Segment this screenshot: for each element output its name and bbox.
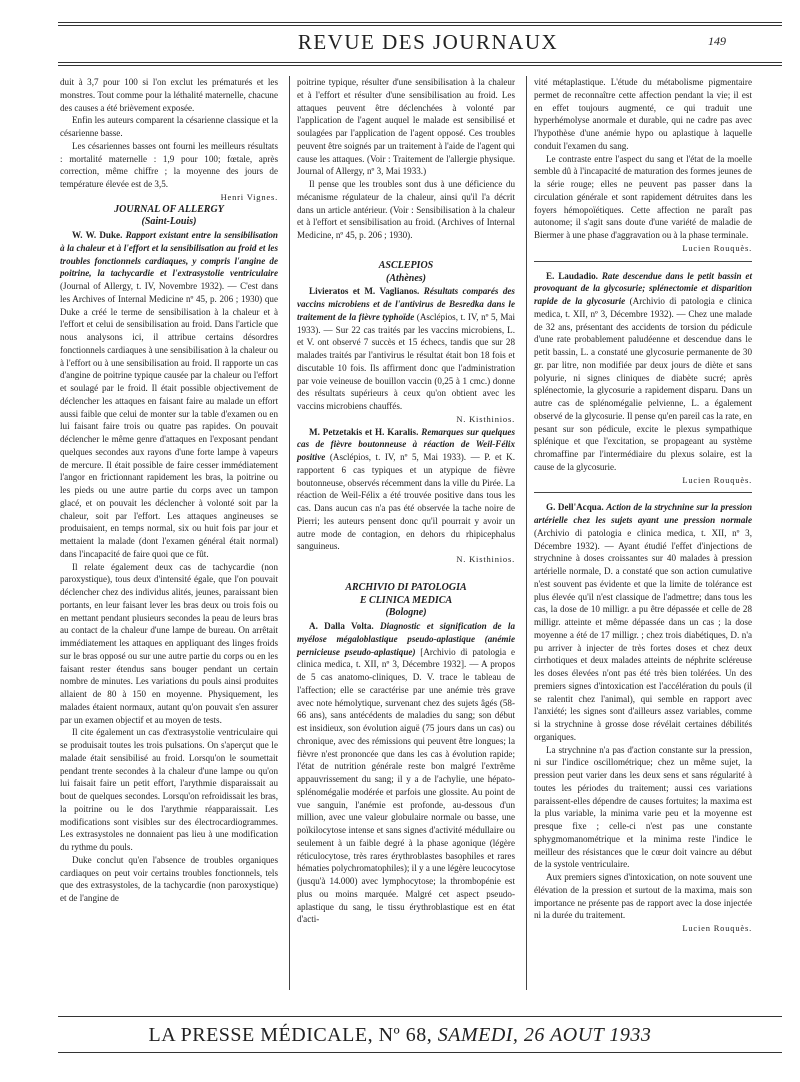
article-abstract	[297, 620, 515, 926]
paragraph: poitrine typique, résulter d'une sensibilisation à la chaleur et à l'effort et résulter d'une sensibilisation au froid. Les attaques peuvent être déclenchées à volonté par l'application de l'agent auquel le malade est sensibilisé et soulagées par l'application de l'agent opposé. Ces troubles peuvent être soignés par un traitement à l'aide de l'agent qui cause les attaques. (Voir : Traitement de l'allergie physique. Journal of Allergy, nº 3, Mai 1933.)	[297, 77, 515, 177]
article-title: Diagnostic et signification de la myélose mégaloblastique pseudo-aplastique (anémie pernicieuse pseudo-aplastique)	[297, 621, 515, 657]
article-title: Résultats comparés des vaccins microbiens et de l'antivirus de Besredka dans le traitement de la fièvre typhoïde	[297, 286, 515, 322]
footer-date: SAMEDI, 26 AOUT 1933	[437, 1024, 652, 1046]
paragraph: Il relate également deux cas de tachycardie (non paroxystique), tous deux d'intensité égale, que l'on pouvait déclencher chez des individus alités, jeunes, paraissant bien portants, en leur faisant lever les bras deux ou trois fois ou en mettant pendant plusieurs secondes la peau de leurs bras au contact de la chaleur d'une lampe de bureau. On arrêtait immédiatement les attaques en appliquant des linges froids sur le bras opposé ou sur une autre partie du corps ou en les faisant rester étendus sans bouger pendant un certain nombre de minutes. Les variations du pouls ainsi produites allaient de 80 à 150 en moyenne. Physiquement, les malades étaient normaux, autant qu'on pouvait s'en assurer par un examen objectif et au moyen de tests.	[60, 561, 278, 725]
article-title: Remarques sur quelques cas de fièvre boutonneuse à réaction de Weil-Félix positive	[297, 426, 515, 462]
article-body: (Journal of Allergy, t. IV, Novembre 1932). — C'est dans les Archives of Internal Medicine nº 45, p. 206 ; 1930) que Duke a créé le terme de sensibilisation à la chaleur et à l'effort et celui de sensibilisation au froid. Dans l'article que nous analysons ici, il attribue certains désordres fonctionnels cardiaques à une sensibilisation à la chaleur ou à l'effort ou à une sensibilisation au froid. Il rapporte un cas d'angine de poitrine typique causée par la chaleur ou l'effort et soulagé par le froid. Il était possible objectivement de déclencher les attaques en faisant faire au malade un effort aussi faible que celui de monter sur la table d'examen ou en lui faisant faire trois ou quatre pas rapides. On pouvait déclencher le même genre d'attaques en l'exposant pendant quelques secondes aux rayons d'une forte lampe à vapeurs de mercure. Il était possible de faire cesser immédiatement l'angor en frictionnant rapidement les bras, la poitrine ou les pieds ou une autre partie du corps avec un tampon glacé, et on pouvait les déclencher à volonté soit par la chaleur, soit par l'effort. Les attaques angineuses se produisaient, en temps normal, six ou huit fois par jour et mettaient la malade (dont l'examen général était normal) dans l'incapacité de faire quoi que ce fût.	[60, 281, 278, 559]
paragraph: duit à 3,7 pour 100 si l'on exclut les prématurés et les monstres. Tout comme pour la léthalité maternelle, chacune des causes a été brièvement exposée.	[60, 77, 278, 113]
article-title: Rate descendue dans le petit bassin et provoquant de la glycosurie; splénectomie et disparition rapide de la glycosurie	[534, 270, 752, 306]
section-heading: JOURNAL OF ALLERGY	[114, 203, 224, 215]
column-2	[297, 76, 515, 926]
column-divider	[526, 76, 527, 990]
article-title: Rapport existant entre la sensibilisation à la chaleur et à l'effort et la sensibilisation au froid et les troubles fonctionnels cardiaques, y compris l'angine de poitrine, la tachycardie et l'extrasystolie ventriculaire	[60, 230, 278, 279]
running-title: REVUE DES JOURNAUX	[297, 30, 559, 54]
article-title: Action de la strychnine sur la pression artérielle chez les sujets ayant une pression normale	[534, 502, 752, 525]
article-abstract	[60, 229, 278, 561]
article-abstract	[534, 501, 752, 743]
article-author: M. Petzetakis et H. Karalis.	[309, 426, 419, 437]
header-rule-bottom	[58, 62, 782, 63]
footer-rule	[58, 1016, 782, 1017]
paragraph: Les césariennes basses ont fourni les meilleurs résultats : mortalité maternelle : 1,9 pour 100; fœtale, après correction, même chiffre ; la moyenne des jours de température élevée est de 3,5.	[60, 140, 278, 189]
section-subheading: (Athènes)	[386, 272, 426, 284]
footer-issue: Nº 68,	[378, 1024, 433, 1046]
header-rule-top	[58, 22, 782, 23]
column-divider	[289, 76, 290, 990]
article-body: (Archivio di patologia e clinica medica, t. XII, nº 3, Décembre 1932). — Ayant étudié l'effet d'injections de strychnine à doses croissantes sur 40 malades à pression artérielle normale, D. a constaté que son action cumulative n'est souvent pas évidente et que la limite de tolérance est plus élevée qu'il n'est classique de l'admettre; dans tous les cas, la dose de 10 milligr. a pu être dépassée et celle de 28 milligr. atteinte et même dépassée dans un cas ; la dose moyenne a été de 17 milligr. ; chez trois diabétiques, D. n'a pu arriver à injecter de très fortes doses et chez deux cirrhotiques et deux malades atteints de néphrite scléreuse les doses élevées n'ont pas été très bien tolérées. Un des premiers signes d'intoxication est l'accélération du pouls (il se ralentit chez l'animal), qui semble en rapport avec l'anxiété; les signes sont d'ailleurs assez variables, comme si la strychnine à grosse dose révélait certaines débilités organiques.	[534, 527, 752, 742]
section-heading: ASCLEPIOS	[378, 259, 434, 271]
article-body: (Archivio di patologia e clinica medica, t. XII, nº 3, Décembre 1932). — Chez une malade de 32 ans, présentant des accidents de torsion du pédicule d'une rate probablement paludéenne et descendue dans le petit bassin, L. a constaté une glycosurie permanente de 30 gr. par litre, non modifiée par deux jours de diète et sans polyurie, ni signes cliniques de diabète sucré; après splénectomie, la glycosurie a rapidement disparu. Dans un autre cas de splénomégalie pelvienne, L. a également observé de la glycosurie. Il pense qu'en pareil cas la rate, en pesant sur son pédicule, excite le plexus sympathique splénique et que l'excitation, se propageant au système chromaffine par l'intermédiaire du plexus solaire, est la cause de la glycosurie.	[534, 296, 752, 472]
section-subheading: (Bologne)	[385, 607, 427, 619]
article-author: G. Dell'Acqua.	[546, 502, 604, 513]
author-signature: N. Kisthinios.	[456, 554, 515, 564]
article-divider	[534, 492, 752, 493]
page-number: 149	[708, 34, 726, 48]
article-abstract	[534, 270, 752, 474]
header-rule-bottom-thin	[58, 65, 782, 66]
paragraph: La strychnine n'a pas d'action constante sur la pression, ni sur l'indice oscillométrique; chez un même sujet, la pression peut varier dans les deux sens et sans régularité à toutes les périodes du traitement; aussi ces variations paraissent-elles dépendre de causes fortuites; la maxima est la plus variable, la minima varie peu et la moyenne est presque fixe ; celle-ci n'est pas une constante sphygmomanométrique et la minima reste l'indice le meilleur des résistances que le cœur doit vaincre au début de la systole ventriculaire.	[534, 744, 752, 870]
header-rule-top-thin	[58, 25, 782, 26]
footer-journal: LA PRESSE MÉDICALE,	[148, 1024, 374, 1046]
article-body: [Archivio di patologia e clinica medica, t. XII, nº 3, Décembre 1932]. — A propos de 5 cas anatomo-cliniques, D. V. trace le tableau de l'affection; elle se caractérise par une anémie très grave avec note hémolytique, survenant chez des sujets âgés (58-66 ans), sans antécédents de maladies du sang; son début est insidieux, son évolution aiguë (75 jours dans un cas) ou chronique, avec des rémissions qui peuvent être longues; la fièvre n'est prononcée que dans les cas à évolution rapide; l'état de nutrition générale reste bon malgré l'extrême appauvrissement du sang; il y a de l'achylie, une hépato-splénomégalie modérée et parfois une glossite. Au point de vue sanguin, l'anémie est profonde, au-dessous d'un million, avec une valeur globulaire normale ou basse, une poïkilocytose intense et sans signes d'activité médullaire ou seulement à un faible degré à la phase agonique (légère réticulocytose, très rares érythroblastes basophiles et rares hématies polychromatophiles); il y a une légère leucocytose (jusqu'à 14.000) avec lymphocytose; la thrombopénie est plus ou moins marquée. Malgré cet aspect pseudo-aplastique du sang, le tissu érythroblastique est en état d'acti-	[297, 646, 516, 925]
paragraph: Aux premiers signes d'intoxication, on note souvent une élévation de la pression et surtout de la maxima, mais son importance ne présente pas de rapport avec la dose injectée ni la durée du traitement.	[534, 872, 752, 921]
column-3	[534, 76, 752, 935]
paragraph: vité métaplastique. L'étude du métabolisme pigmentaire permet de reconnaître cette affection pendant la vie; il est en effet toujours augmenté, ce qui traduit une hyperhémolyse anormale et durable, qui ne cadre pas avec l'hypothèse d'une anémie hypo ou aplastique à laquelle conduit l'examen du sang.	[534, 77, 752, 151]
column-1	[60, 76, 278, 905]
section-heading-line2: E CLINICA MEDICA	[359, 594, 453, 606]
article-body: (Asclépios, t. IV, nº 5, Mai 1933). — Sur 22 cas traités par les vaccins microbiens, L. et V. ont observé 7 succès et 15 échecs, tandis que sur 28 malades traités par l'antivirus le résultat était bon 18 fois et discutable 10 fois. Ils affirment donc que l'administration par voie veineuse de bouillon vaccin (0,25 à 1 cmc.) donne des résultats supérieurs à ceux qu'on obtient avec les vaccins microbiens chauffés.	[297, 311, 515, 411]
paragraph: Il cite également un cas d'extrasystolie ventriculaire qui se produisait toutes les trois pulsations. On s'aperçut que le malade était sensibilisé au froid. Lorsqu'on le soumettait pendant trente secondes à la chaleur d'une lampe ou qu'on lui faisait faire un petit effort, l'arythmie disparaissait au bout de quelques secondes. Lorsqu'on refroidissait les bras, la poitrine ou le dos l'arythmie réapparaissait. Les modifications sont visibles sur des électrocardiogrammes. Les extrasystoles ne donnaient pas lieu à une modification du rythme du pouls.	[60, 727, 278, 852]
page-header	[58, 22, 798, 70]
paragraph: Duke conclut qu'en l'absence de troubles organiques cardiaques on peut voir certains troubles fonctionnels, tels que des extrasystoles, de la tachycardie (non paroxystique) et de l'angine de	[60, 854, 278, 903]
section-subheading: (Saint-Louis)	[141, 216, 197, 228]
paragraph: Il pense que les troubles sont dus à une déficience du mécanisme régulateur de la chaleur, ainsi qu'il l'a décrit dans un article antérieur. (Voir : Sensibilisation à la chaleur et à l'effort et sensibilisation au froid. (Archives of Internal Medicine, nº 45, p. 206 ; 1930).	[297, 179, 515, 240]
author-signature: Lucien Rouquès.	[682, 923, 752, 933]
section-heading: ARCHIVIO DI PATOLOGIA	[345, 581, 467, 593]
article-author: W. W. Duke.	[72, 230, 123, 240]
article-abstract	[297, 285, 515, 413]
author-signature: Henri Vignes.	[220, 191, 278, 202]
article-body: (Asclépios, t. IV, nº 5, Mai 1933). — P. et K. rapportent 6 cas typiques et un atypique de fièvre boutonneuse, observés récemment dans la ville du Pirée. La réaction de Weil-Félix a été trouvée positive dans tous les cas. Dans aucun cas n'a pas été observée la tache noire de Pierri; les auteurs pensent donc qu'il pourrait y avoir un autre mode de contagion, en dehors du rhipicephalus sanguineus.	[297, 452, 515, 552]
author-signature: Lucien Rouquès.	[682, 474, 752, 485]
article-divider	[534, 261, 752, 262]
paragraph: Le contraste entre l'aspect du sang et l'état de la moelle semble dû à l'incapacité de maturation des formes jeunes de la série rouge; elles ne peuvent pas passer dans la circulation générale et sont rapidement détruites dans les foyers hémopoïétiques. Cette affection ne paraît pas autonome; il s'agit sans doute d'une variété de maladie de Biermer à une phase d'aggravation ou à la phase terminale.	[534, 153, 752, 240]
page-footer	[0, 1024, 800, 1047]
footer-rule-bottom	[58, 1052, 782, 1053]
author-signature: Lucien Rouquès.	[682, 242, 752, 253]
article-author: A. Dalla Volta.	[309, 621, 374, 631]
article-abstract	[297, 426, 515, 554]
article-author: Livieratos et M. Vaglianos.	[309, 286, 420, 297]
paragraph: Enfin les auteurs comparent la césarienne classique et la césarienne basse.	[60, 115, 278, 138]
author-signature: N. Kisthinios.	[456, 413, 515, 424]
article-author: E. Laudadio.	[546, 270, 598, 281]
